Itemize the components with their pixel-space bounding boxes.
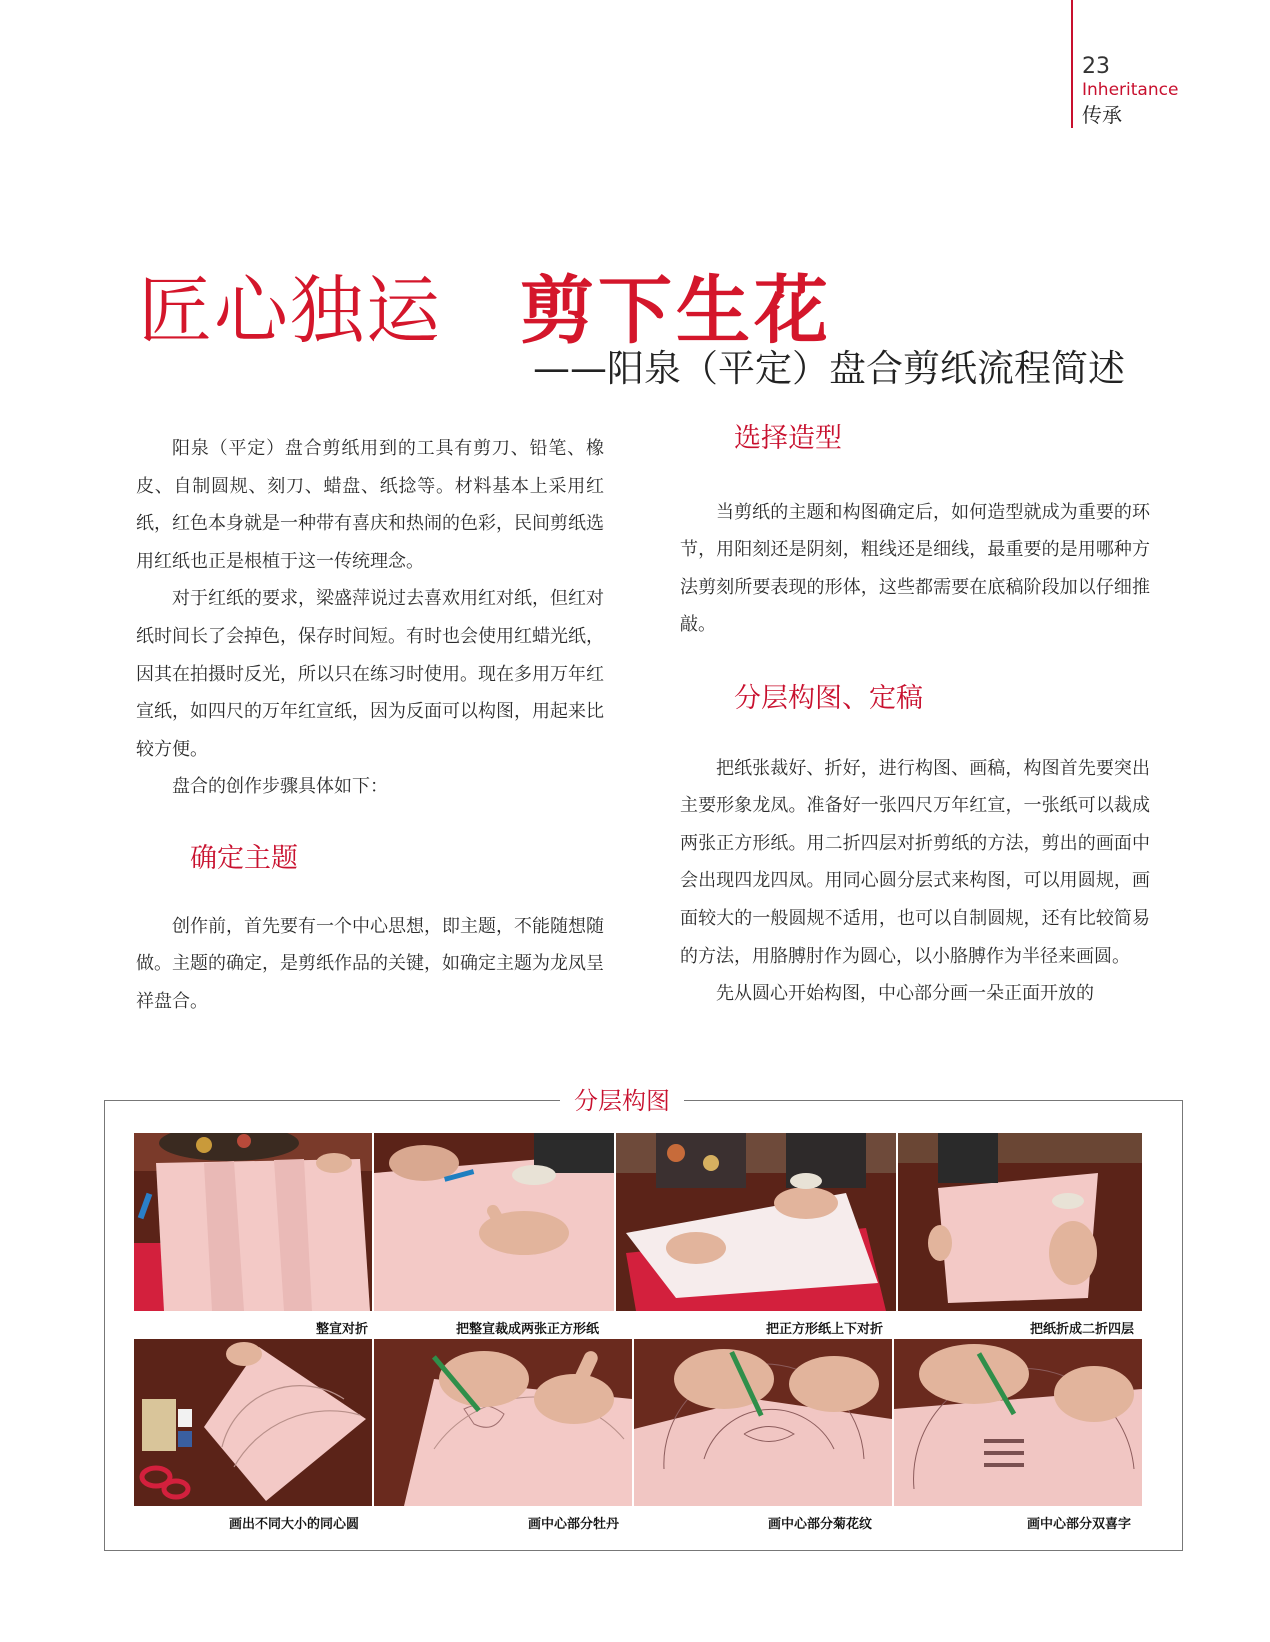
figure-caption: 画中心部分双喜字	[1027, 1517, 1132, 1532]
paragraph: 先从圆心开始构图，中心部分画一朵正面开放的	[716, 983, 1094, 1005]
photo-fold-whole-sheet	[134, 1133, 372, 1311]
photo-fold-square-half	[616, 1133, 896, 1311]
section-heading-shape: 选择造型	[734, 423, 842, 454]
figure-caption: 画中心部分牡丹	[528, 1517, 620, 1532]
figure-caption: 把纸折成二折四层	[1030, 1322, 1135, 1337]
photo-draw-peony	[374, 1339, 632, 1506]
running-header	[1082, 54, 1178, 128]
section-heading-theme: 确定主题	[190, 842, 298, 874]
section-name-en: Inheritance	[1082, 80, 1179, 100]
photo-draw-double-happiness	[894, 1339, 1142, 1506]
photo-fold-four-layers	[898, 1133, 1142, 1311]
header-rule	[1071, 0, 1073, 128]
paragraph: 盘合的创作步骤具体如下：	[172, 776, 388, 798]
photo-draw-concentric-circles	[134, 1339, 372, 1506]
article-subtitle: ——阳泉（平定）盘合剪纸流程简述	[533, 347, 1125, 390]
figure-title: 分层构图	[560, 1081, 684, 1116]
figure-caption: 把整宣裁成两张正方形纸	[456, 1322, 600, 1337]
photo-draw-chrysanthemum	[634, 1339, 892, 1506]
figure-caption: 整宣对折	[316, 1322, 369, 1337]
paragraph: 创作前，首先要有一个中心思想，即主题，不能随想随做。主题的确定，是剪纸作品的关键，如确定主题为龙凤呈祥盘合。	[136, 915, 604, 1012]
right-column	[680, 423, 1150, 1013]
paragraph: 把纸张裁好、折好，进行构图、画稿，构图首先要突出主要形象龙凤。准备好一张四尺万年红宣，一张纸可以裁成两张正方形纸。用二折四层对折剪纸的方法，剪出的画面中会出现四龙四凤。用同心圆分层式来构图，可以用圆规，画面较大的一般圆规不适用，也可以自制圆规，还有比较简易的方法，用胳膊肘作为圆心，以小胳膊作为半径来画圆。	[680, 757, 1150, 967]
figure-caption: 把正方形纸上下对折	[766, 1322, 884, 1337]
left-column	[136, 430, 604, 1020]
title-part-2: 剪下生花	[520, 268, 832, 354]
title-part-1: 匠心独运	[138, 268, 442, 354]
paragraph: 当剪纸的主题和构图确定后，如何造型就成为重要的环节，用阳刻还是阴刻，粗线还是细线，最重要的是用哪种方法剪刻所要表现的形体，这些都需要在底稿阶段加以仔细推敲。	[680, 501, 1150, 636]
section-name-cn: 传承	[1082, 103, 1122, 127]
figure-caption: 画出不同大小的同心圆	[229, 1517, 360, 1532]
paragraph: 阳泉（平定）盘合剪纸用到的工具有剪刀、铅笔、橡皮、自制圆规、刻刀、蜡盘、纸捻等。材料基本上采用红纸，红色本身就是一种带有喜庆和热闹的色彩，民间剪纸选用红纸也正是根植于这一传统理念。	[136, 438, 604, 572]
photo-cut-two-squares	[374, 1133, 614, 1311]
section-heading-layering: 分层构图、定稿	[734, 682, 923, 714]
figure-caption: 画中心部分菊花纹	[768, 1517, 873, 1532]
paragraph: 对于红纸的要求，梁盛萍说过去喜欢用红对纸，但红对纸时间长了会掉色，保存时间短。有时也会使用红蜡光纸，因其在拍摄时反光，所以只在练习时使用。现在多用万年红宣纸，如四尺的万年红宣纸，因为反面可以构图，用起来比较方便。	[136, 588, 604, 760]
page-number: 23	[1082, 54, 1110, 79]
